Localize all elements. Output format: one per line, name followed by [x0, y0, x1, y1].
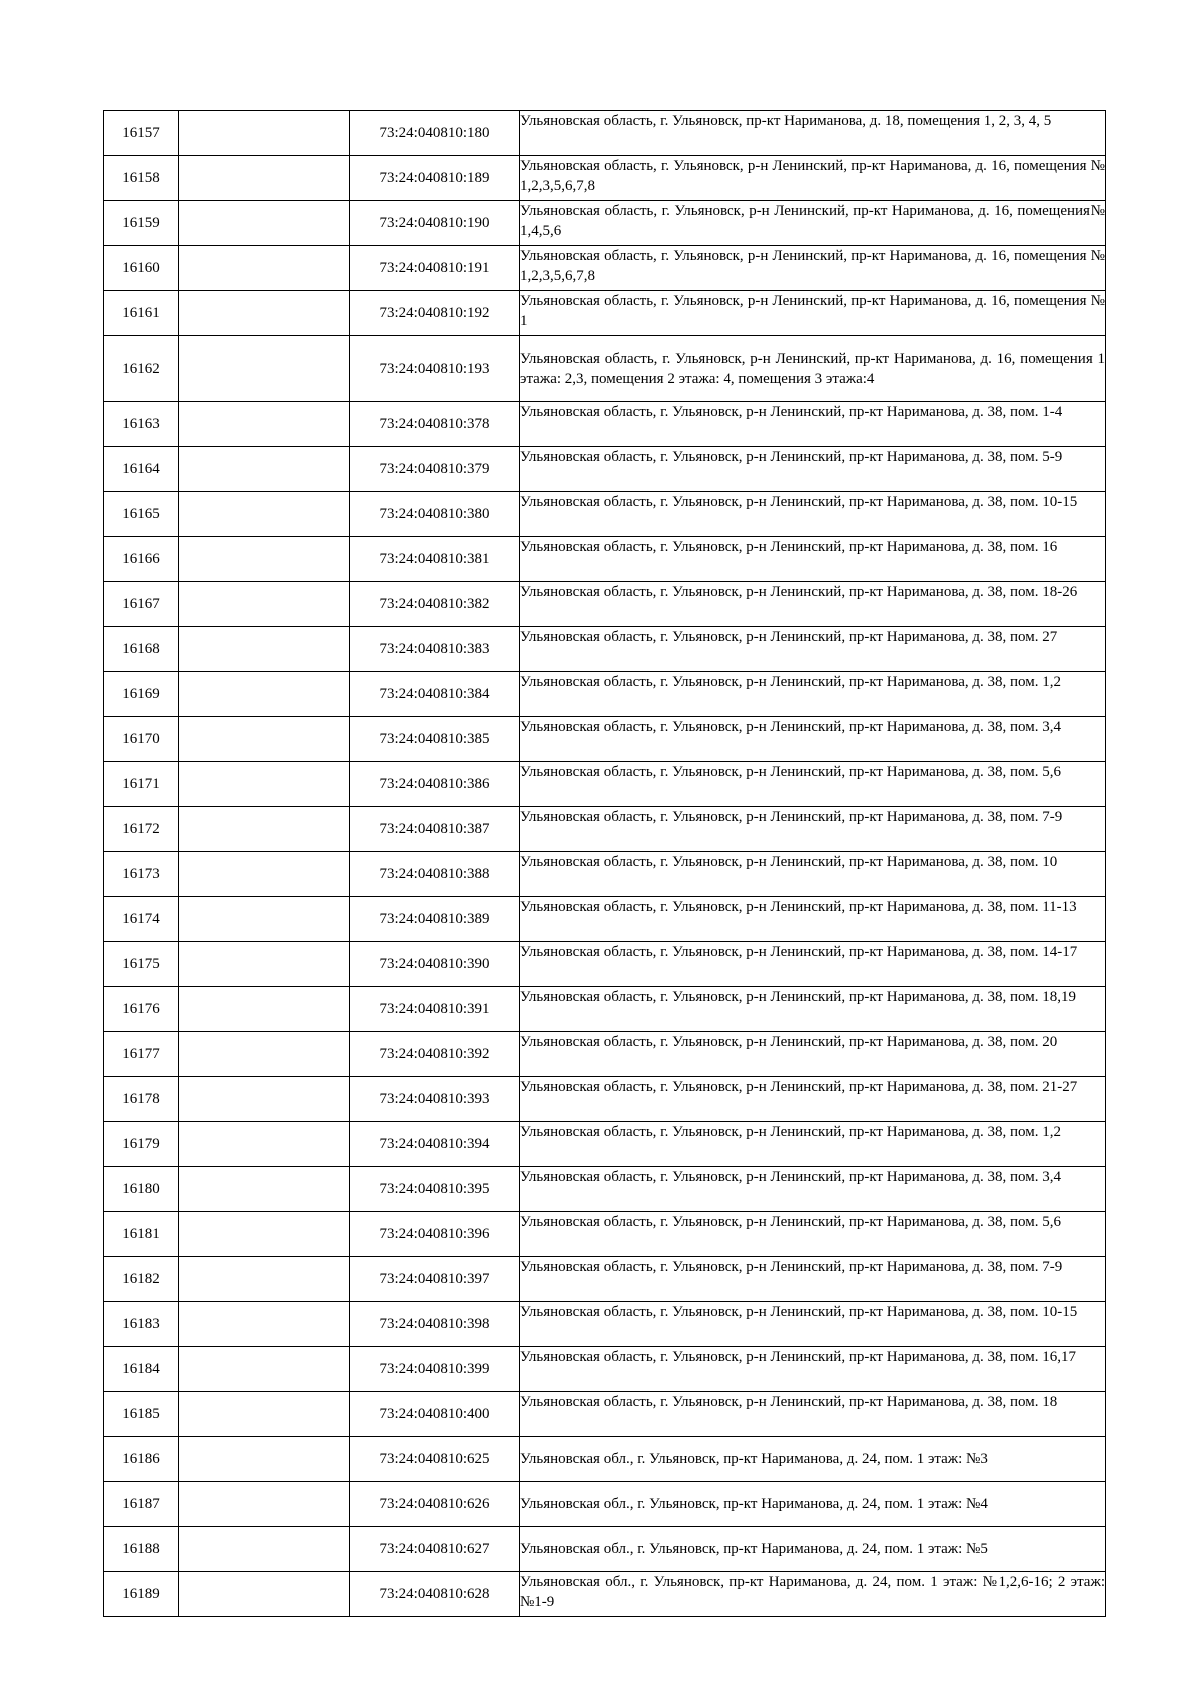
cadastral-number-cell: 73:24:040810:392 — [350, 1032, 520, 1077]
table-row — [104, 1527, 1106, 1572]
table-row — [104, 537, 1106, 582]
table-row — [104, 1392, 1106, 1437]
address-cell: Ульяновская область, г. Ульяновск, р-н Ленинский, пр-кт Нариманова, д. 38, пом. 5-9 — [520, 447, 1106, 492]
row-number-cell: 16173 — [104, 852, 179, 897]
cadastral-number-cell: 73:24:040810:378 — [350, 402, 520, 447]
cadastral-number-cell: 73:24:040810:400 — [350, 1392, 520, 1437]
cadastral-number-cell: 73:24:040810:180 — [350, 111, 520, 156]
table-row — [104, 1077, 1106, 1122]
empty-cell — [179, 1212, 350, 1257]
row-number-cell: 16161 — [104, 291, 179, 336]
empty-cell — [179, 1302, 350, 1347]
empty-cell — [179, 762, 350, 807]
registry-table-body — [104, 111, 1106, 1617]
empty-cell — [179, 1347, 350, 1392]
cadastral-number-cell: 73:24:040810:385 — [350, 717, 520, 762]
row-number-cell: 16188 — [104, 1527, 179, 1572]
table-row — [104, 402, 1106, 447]
address-cell: Ульяновская область, г. Ульяновск, пр-кт Нариманова, д. 18, помещения 1, 2, 3, 4, 5 — [520, 111, 1106, 156]
cadastral-number-cell: 73:24:040810:380 — [350, 492, 520, 537]
empty-cell — [179, 1527, 350, 1572]
cadastral-number-cell: 73:24:040810:398 — [350, 1302, 520, 1347]
table-row — [104, 246, 1106, 291]
table-row — [104, 111, 1106, 156]
table-row — [104, 852, 1106, 897]
address-cell: Ульяновская область, г. Ульяновск, р-н Ленинский, пр-кт Нариманова, д. 16, помещения 1 этажа: 2,3, помещения 2 этажа: 4, помещения 3 этажа:4 — [520, 336, 1106, 402]
address-cell: Ульяновская область, г. Ульяновск, р-н Ленинский, пр-кт Нариманова, д. 38, пом. 7-9 — [520, 807, 1106, 852]
table-row — [104, 627, 1106, 672]
row-number-cell: 16184 — [104, 1347, 179, 1392]
address-cell: Ульяновская область, г. Ульяновск, р-н Ленинский, пр-кт Нариманова, д. 38, пом. 21-27 — [520, 1077, 1106, 1122]
table-row — [104, 1257, 1106, 1302]
row-number-cell: 16183 — [104, 1302, 179, 1347]
empty-cell — [179, 447, 350, 492]
table-row — [104, 897, 1106, 942]
address-cell: Ульяновская область, г. Ульяновск, р-н Ленинский, пр-кт Нариманова, д. 38, пом. 11-13 — [520, 897, 1106, 942]
empty-cell — [179, 402, 350, 447]
row-number-cell: 16169 — [104, 672, 179, 717]
cadastral-number-cell: 73:24:040810:399 — [350, 1347, 520, 1392]
table-row — [104, 987, 1106, 1032]
row-number-cell: 16186 — [104, 1437, 179, 1482]
row-number-cell: 16157 — [104, 111, 179, 156]
row-number-cell: 16170 — [104, 717, 179, 762]
table-row — [104, 492, 1106, 537]
row-number-cell: 16166 — [104, 537, 179, 582]
empty-cell — [179, 1482, 350, 1527]
table-row — [104, 1032, 1106, 1077]
row-number-cell: 16177 — [104, 1032, 179, 1077]
address-cell: Ульяновская обл., г. Ульяновск, пр-кт Нариманова, д. 24, пом. 1 этаж: №4 — [520, 1482, 1106, 1527]
address-cell: Ульяновская область, г. Ульяновск, р-н Ленинский, пр-кт Нариманова, д. 38, пом. 5,6 — [520, 1212, 1106, 1257]
cadastral-number-cell: 73:24:040810:386 — [350, 762, 520, 807]
empty-cell — [179, 627, 350, 672]
table-row — [104, 1572, 1106, 1617]
cadastral-number-cell: 73:24:040810:625 — [350, 1437, 520, 1482]
table-row — [104, 1212, 1106, 1257]
address-cell: Ульяновская область, г. Ульяновск, р-н Ленинский, пр-кт Нариманова, д. 38, пом. 18-26 — [520, 582, 1106, 627]
table-row — [104, 672, 1106, 717]
cadastral-number-cell: 73:24:040810:394 — [350, 1122, 520, 1167]
cadastral-number-cell: 73:24:040810:191 — [350, 246, 520, 291]
address-cell: Ульяновская область, г. Ульяновск, р-н Ленинский, пр-кт Нариманова, д. 38, пом. 10-15 — [520, 1302, 1106, 1347]
row-number-cell: 16174 — [104, 897, 179, 942]
cadastral-number-cell: 73:24:040810:628 — [350, 1572, 520, 1617]
empty-cell — [179, 987, 350, 1032]
address-cell: Ульяновская область, г. Ульяновск, р-н Ленинский, пр-кт Нариманова, д. 38, пом. 10-15 — [520, 492, 1106, 537]
cadastral-number-cell: 73:24:040810:192 — [350, 291, 520, 336]
cadastral-number-cell: 73:24:040810:387 — [350, 807, 520, 852]
address-cell: Ульяновская область, г. Ульяновск, р-н Ленинский, пр-кт Нариманова, д. 38, пом. 18 — [520, 1392, 1106, 1437]
row-number-cell: 16163 — [104, 402, 179, 447]
table-row — [104, 807, 1106, 852]
row-number-cell: 16160 — [104, 246, 179, 291]
table-row — [104, 291, 1106, 336]
empty-cell — [179, 807, 350, 852]
cadastral-number-cell: 73:24:040810:381 — [350, 537, 520, 582]
empty-cell — [179, 1257, 350, 1302]
row-number-cell: 16171 — [104, 762, 179, 807]
address-cell: Ульяновская область, г. Ульяновск, р-н Ленинский, пр-кт Нариманова, д. 38, пом. 1,2 — [520, 672, 1106, 717]
row-number-cell: 16182 — [104, 1257, 179, 1302]
cadastral-number-cell: 73:24:040810:193 — [350, 336, 520, 402]
row-number-cell: 16179 — [104, 1122, 179, 1167]
empty-cell — [179, 1572, 350, 1617]
row-number-cell: 16175 — [104, 942, 179, 987]
address-cell: Ульяновская область, г. Ульяновск, р-н Ленинский, пр-кт Нариманова, д. 38, пом. 1,2 — [520, 1122, 1106, 1167]
address-cell: Ульяновская область, г. Ульяновск, р-н Ленинский, пр-кт Нариманова, д. 38, пом. 16 — [520, 537, 1106, 582]
row-number-cell: 16181 — [104, 1212, 179, 1257]
empty-cell — [179, 1392, 350, 1437]
address-cell: Ульяновская обл., г. Ульяновск, пр-кт Нариманова, д. 24, пом. 1 этаж: №3 — [520, 1437, 1106, 1482]
empty-cell — [179, 1167, 350, 1212]
empty-cell — [179, 942, 350, 987]
address-cell: Ульяновская область, г. Ульяновск, р-н Ленинский, пр-кт Нариманова, д. 38, пом. 20 — [520, 1032, 1106, 1077]
address-cell: Ульяновская область, г. Ульяновск, р-н Ленинский, пр-кт Нариманова, д. 38, пом. 16,17 — [520, 1347, 1106, 1392]
table-row — [104, 1167, 1106, 1212]
address-cell: Ульяновская область, г. Ульяновск, р-н Ленинский, пр-кт Нариманова, д. 38, пом. 10 — [520, 852, 1106, 897]
row-number-cell: 16189 — [104, 1572, 179, 1617]
empty-cell — [179, 537, 350, 582]
cadastral-number-cell: 73:24:040810:382 — [350, 582, 520, 627]
cadastral-number-cell: 73:24:040810:383 — [350, 627, 520, 672]
empty-cell — [179, 336, 350, 402]
table-row — [104, 1302, 1106, 1347]
address-cell: Ульяновская область, г. Ульяновск, р-н Ленинский, пр-кт Нариманова, д. 16, помещения № 1 — [520, 291, 1106, 336]
cadastral-number-cell: 73:24:040810:396 — [350, 1212, 520, 1257]
table-row — [104, 1122, 1106, 1167]
empty-cell — [179, 1122, 350, 1167]
table-row — [104, 447, 1106, 492]
address-cell: Ульяновская область, г. Ульяновск, р-н Ленинский, пр-кт Нариманова, д. 38, пом. 27 — [520, 627, 1106, 672]
cadastral-number-cell: 73:24:040810:391 — [350, 987, 520, 1032]
cadastral-number-cell: 73:24:040810:626 — [350, 1482, 520, 1527]
table-row — [104, 1482, 1106, 1527]
empty-cell — [179, 246, 350, 291]
cadastral-number-cell: 73:24:040810:389 — [350, 897, 520, 942]
table-row — [104, 336, 1106, 402]
empty-cell — [179, 852, 350, 897]
row-number-cell: 16165 — [104, 492, 179, 537]
table-row — [104, 942, 1106, 987]
cadastral-number-cell: 73:24:040810:189 — [350, 156, 520, 201]
table-row — [104, 156, 1106, 201]
address-cell: Ульяновская область, г. Ульяновск, р-н Ленинский, пр-кт Нариманова, д. 38, пом. 18,19 — [520, 987, 1106, 1032]
empty-cell — [179, 1077, 350, 1122]
row-number-cell: 16187 — [104, 1482, 179, 1527]
row-number-cell: 16167 — [104, 582, 179, 627]
table-row — [104, 1437, 1106, 1482]
address-cell: Ульяновская обл., г. Ульяновск, пр-кт Нариманова, д. 24, пом. 1 этаж: №1,2,6-16; 2 этаж: №1-9 — [520, 1572, 1106, 1617]
row-number-cell: 16176 — [104, 987, 179, 1032]
empty-cell — [179, 897, 350, 942]
empty-cell — [179, 111, 350, 156]
address-cell: Ульяновская область, г. Ульяновск, р-н Ленинский, пр-кт Нариманова, д. 38, пом. 5,6 — [520, 762, 1106, 807]
address-cell: Ульяновская область, г. Ульяновск, р-н Ленинский, пр-кт Нариманова, д. 38, пом. 14-17 — [520, 942, 1106, 987]
cadastral-number-cell: 73:24:040810:393 — [350, 1077, 520, 1122]
row-number-cell: 16185 — [104, 1392, 179, 1437]
empty-cell — [179, 156, 350, 201]
empty-cell — [179, 492, 350, 537]
row-number-cell: 16158 — [104, 156, 179, 201]
empty-cell — [179, 1032, 350, 1077]
address-cell: Ульяновская область, г. Ульяновск, р-н Ленинский, пр-кт Нариманова, д. 38, пом. 7-9 — [520, 1257, 1106, 1302]
address-cell: Ульяновская область, г. Ульяновск, р-н Ленинский, пр-кт Нариманова, д. 38, пом. 3,4 — [520, 1167, 1106, 1212]
row-number-cell: 16162 — [104, 336, 179, 402]
table-row — [104, 1347, 1106, 1392]
address-cell: Ульяновская область, г. Ульяновск, р-н Ленинский, пр-кт Нариманова, д. 16, помещения№ 1,4,5,6 — [520, 201, 1106, 246]
cadastral-number-cell: 73:24:040810:379 — [350, 447, 520, 492]
empty-cell — [179, 582, 350, 627]
row-number-cell: 16159 — [104, 201, 179, 246]
table-row — [104, 717, 1106, 762]
table-row — [104, 582, 1106, 627]
cadastral-number-cell: 73:24:040810:190 — [350, 201, 520, 246]
row-number-cell: 16168 — [104, 627, 179, 672]
cadastral-number-cell: 73:24:040810:397 — [350, 1257, 520, 1302]
address-cell: Ульяновская область, г. Ульяновск, р-н Ленинский, пр-кт Нариманова, д. 38, пом. 3,4 — [520, 717, 1106, 762]
address-cell: Ульяновская область, г. Ульяновск, р-н Ленинский, пр-кт Нариманова, д. 38, пом. 1-4 — [520, 402, 1106, 447]
cadastral-number-cell: 73:24:040810:627 — [350, 1527, 520, 1572]
table-row — [104, 201, 1106, 246]
row-number-cell: 16172 — [104, 807, 179, 852]
empty-cell — [179, 717, 350, 762]
row-number-cell: 16164 — [104, 447, 179, 492]
cadastral-number-cell: 73:24:040810:384 — [350, 672, 520, 717]
empty-cell — [179, 291, 350, 336]
address-cell: Ульяновская область, г. Ульяновск, р-н Ленинский, пр-кт Нариманова, д. 16, помещения № 1,2,3,5,6,7,8 — [520, 246, 1106, 291]
address-cell: Ульяновская область, г. Ульяновск, р-н Ленинский, пр-кт Нариманова, д. 16, помещения № 1,2,3,5,6,7,8 — [520, 156, 1106, 201]
empty-cell — [179, 201, 350, 246]
row-number-cell: 16178 — [104, 1077, 179, 1122]
table-row — [104, 762, 1106, 807]
registry-table — [103, 110, 1106, 1617]
cadastral-number-cell: 73:24:040810:388 — [350, 852, 520, 897]
row-number-cell: 16180 — [104, 1167, 179, 1212]
cadastral-number-cell: 73:24:040810:395 — [350, 1167, 520, 1212]
empty-cell — [179, 1437, 350, 1482]
cadastral-number-cell: 73:24:040810:390 — [350, 942, 520, 987]
empty-cell — [179, 672, 350, 717]
address-cell: Ульяновская обл., г. Ульяновск, пр-кт Нариманова, д. 24, пом. 1 этаж: №5 — [520, 1527, 1106, 1572]
